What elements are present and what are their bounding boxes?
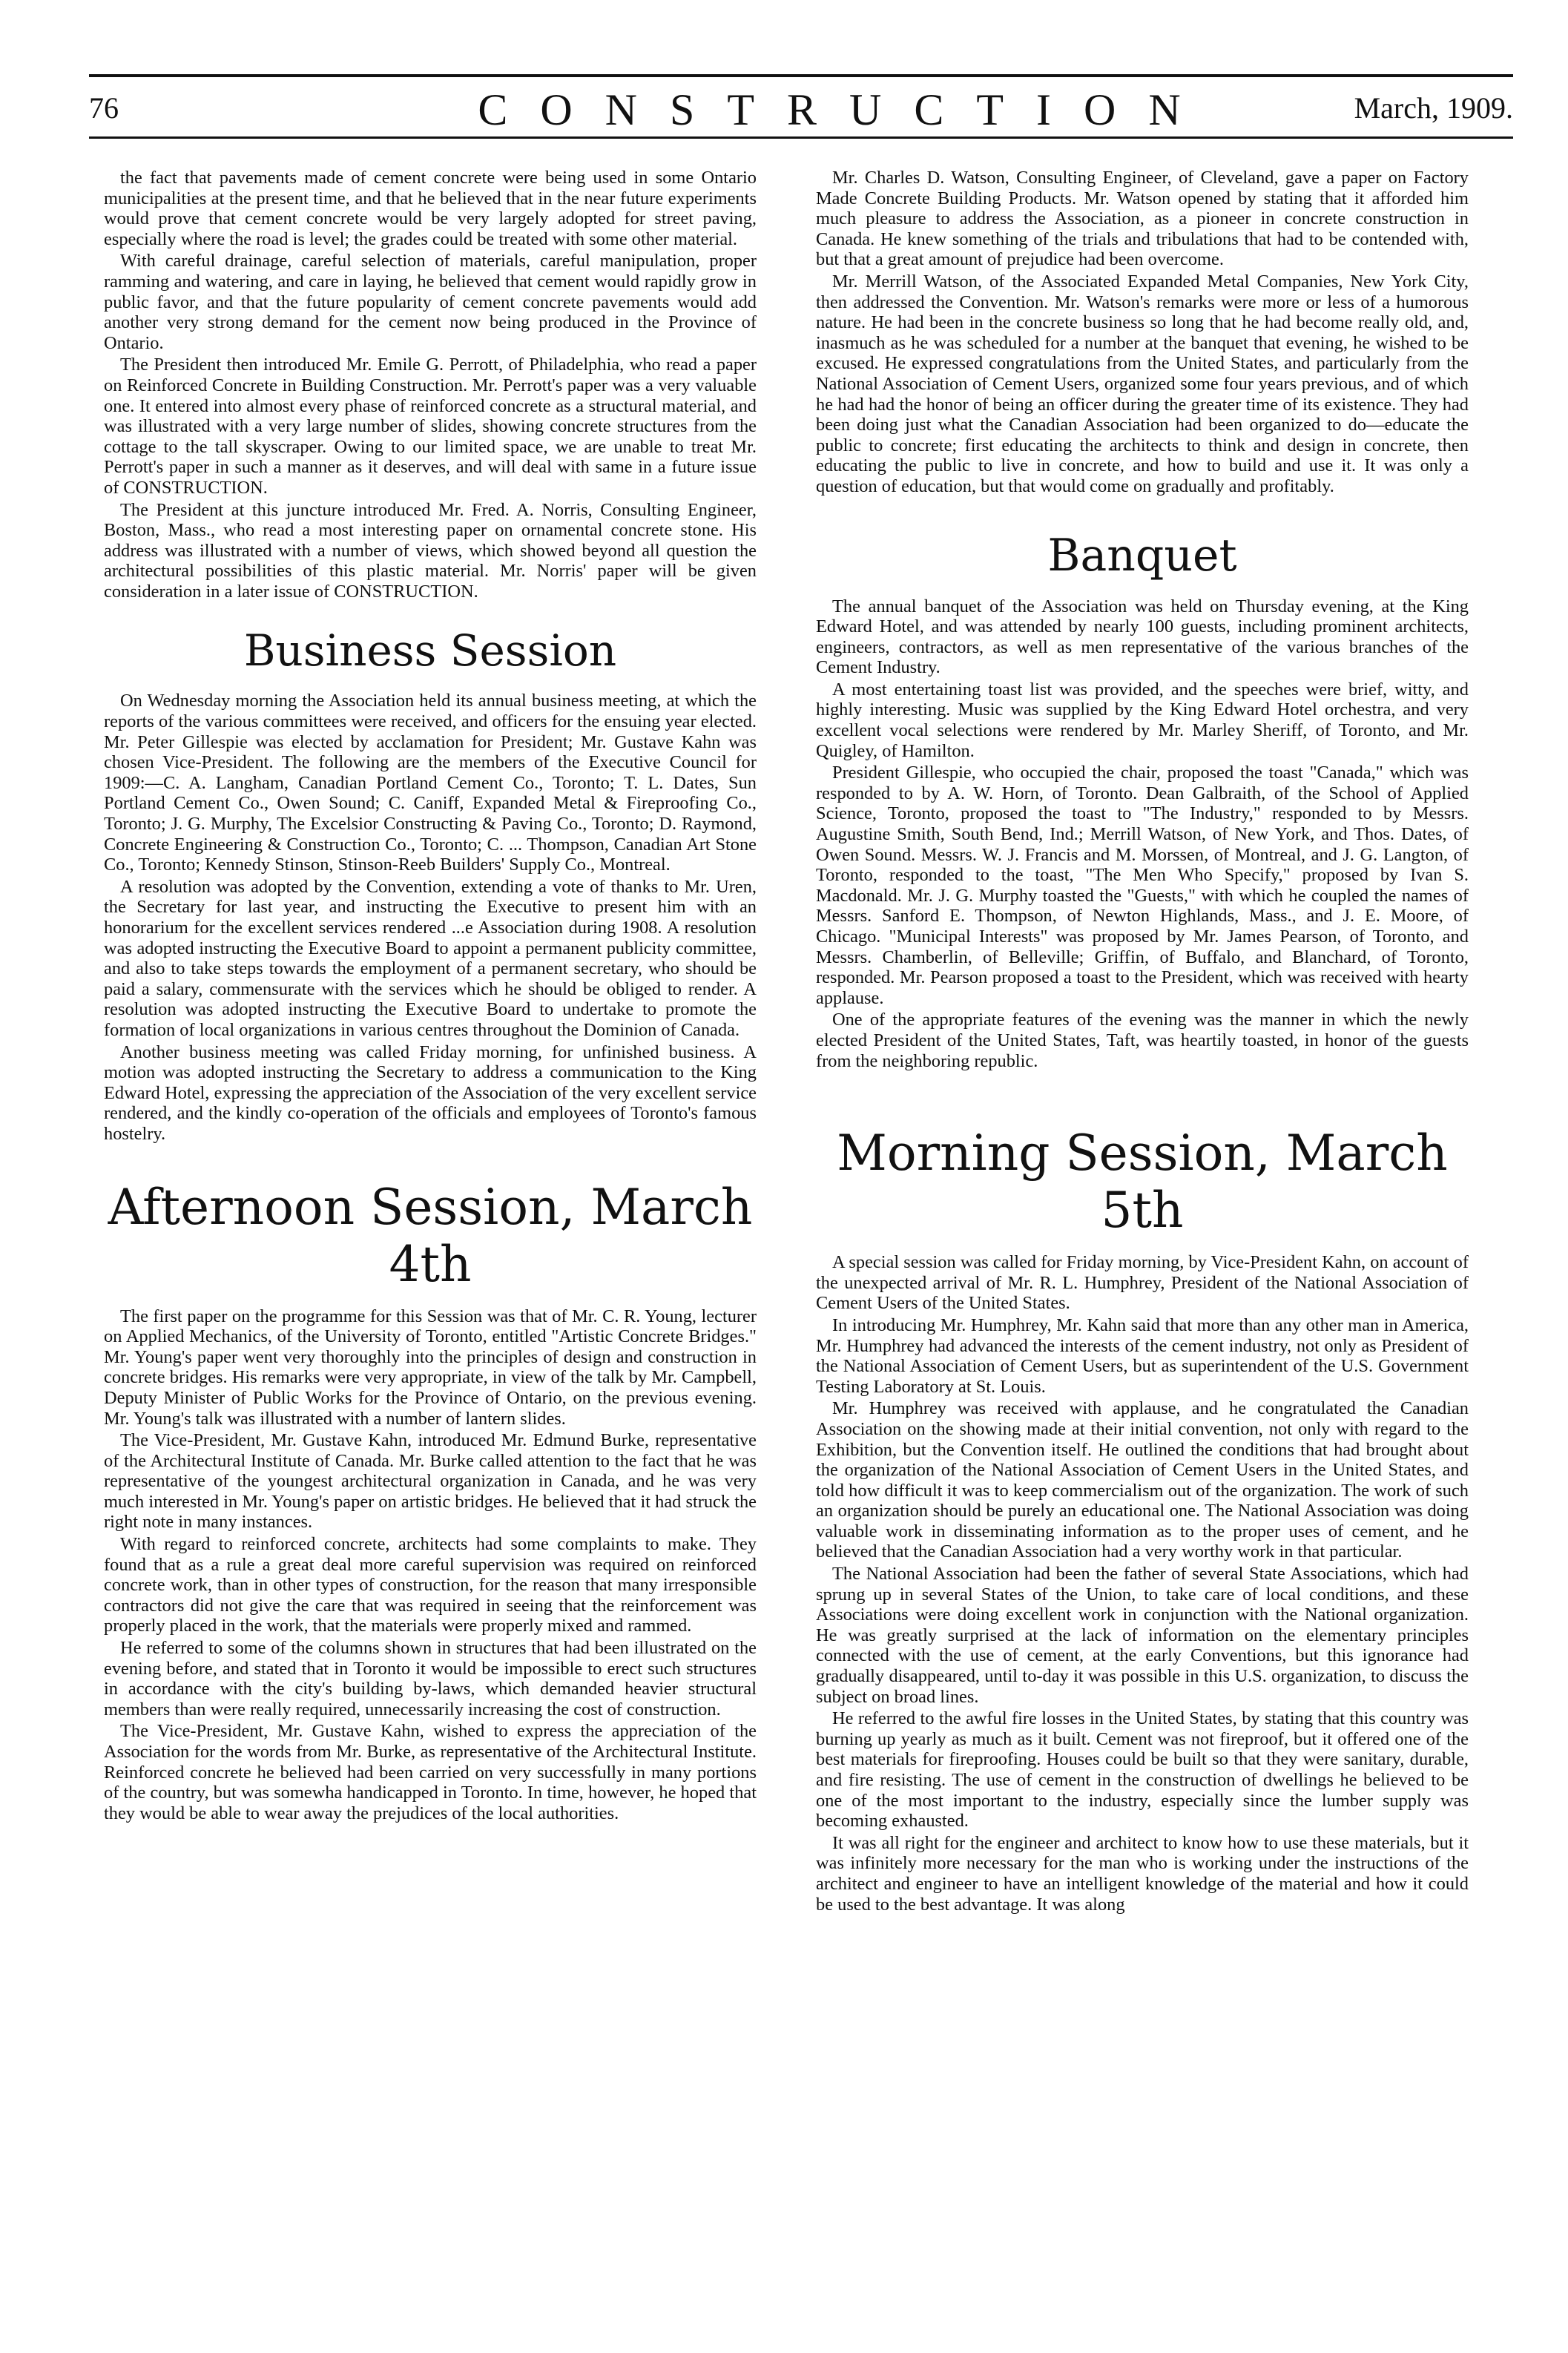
banquet-section (816, 596, 1469, 1072)
paragraph: A most entertaining toast list was provided, and the speeches were brief, witty, and highly interesting. Music was supplied by the King Edward Hotel orchestra, and very excellent vocal selections were rendered by Mr. Marley Sheriff, of Toronto, and Mr. Quigley, of Hamilton. (816, 679, 1469, 761)
right-column (816, 168, 1469, 1916)
paragraph: Another business meeting was called Friday morning, for unfinished business. A motion was adopted instructing the Secretary to address a communication to the King Edward Hotel, expressing the appreciation of the Association of the very excellent service rendered, and the kindly co-operation of the officials and employees of Toronto's famous hostelry. (104, 1041, 757, 1144)
paragraph: The Vice-President, Mr. Gustave Kahn, wished to express the appreciation of the Association for the words from Mr. Burke, as representative of the Architectural Institute. Reinforced concrete he believed had been carried on very successfully in many portions of the country, but was somewha handicapped in Toronto. In time, however, he hoped that they would be able to wear away the prejudices of the local authorities. (104, 1721, 757, 1823)
magazine-title: CONSTRUCTION (478, 85, 1213, 134)
paragraph: President Gillespie, who occupied the chair, proposed the toast "Canada," which was responded to by A. W. Horn, of Toronto. Dean Galbraith, of the School of Applied Science, Toronto, proposed the toast to "The Industry," responded to by Messrs. Augustine Smith, South Bend, Ind.; Merrill Watson, of New York, and Thos. Dates, of Owen Sound. Messrs. W. J. Francis and M. Morssen, of Montreal, and J. G. Langton, of Toronto, responded to the toast, "The Men Who Specify," proposed by Ivan S. Macdonald. Mr. J. G. Murphy toasted the "Guests," with which he coupled the names of Messrs. Sanford E. Thompson, of Newton Highlands, Mass., and J. E. Moore, of Chicago. "Municipal Interests" was proposed by Mr. James Pearson, of Toronto, and Messrs. Chamberlin, of Belleville; Griffin, of Buffalo, and Blanchard, of Toronto, responded. Mr. Pearson proposed a toast to the President, which was received with hearty applause. (816, 763, 1469, 1008)
paragraph: The National Association had been the father of several State Associations, which had sprung up in several States of the Union, to take care of local conditions, and these Associations were doing excellent work in conjunction with the National organization. He was greatly surprised at the lack of information on the elementary principles connected with the use of cement, at the early Conventions, but this ignorance had gradually disappeared, until to-day it was possible in this U.S. organization, to discuss the subject on broad lines. (816, 1564, 1469, 1707)
business-session-section (104, 691, 757, 1144)
afternoon-session-section (104, 1306, 757, 1824)
paragraph: With careful drainage, careful selection of materials, careful manipulation, proper ramming and watering, and care in laying, he believed that cement would rapidly grow in public favor, and that the future popularity of cement concrete pavements would add another very strong demand for the cement now being produced in the Province of Ontario. (104, 251, 757, 353)
paragraph: The Vice-President, Mr. Gustave Kahn, introduced Mr. Edmund Burke, representative of the Architectural Institute of Canada. Mr. Burke called attention to the fact that he was representative of the youngest architectural organization in Canada, and he was very much interested in Mr. Young's paper on artistic bridges. He believed that it had struck the right note in many instances. (104, 1430, 757, 1533)
page-number: 76 (89, 91, 119, 125)
paragraph: He referred to the awful fire losses in the United States, by stating that this country was burning up yearly as much as it built. Cement was not fireproof, but it offered one of the best materials for fireproofing. Houses could be built so that they were sanitary, durable, and fire resisting. The use of cement in the construction of dwellings he believed to be one of the most important to the industry, especially since the lumber supply was becoming exhausted. (816, 1708, 1469, 1832)
left-intro (104, 168, 757, 602)
paragraph: On Wednesday morning the Association held its annual business meeting, at which the reports of the various committees were received, and officers for the ensuing year elected. Mr. Peter Gillespie was elected by acclamation for President; Mr. Gustave Kahn was chosen Vice-President. The following are the members of the Executive Council for 1909:—C. A. Langham, Canadian Portland Cement Co., Toronto; T. L. Dates, Sun Portland Cement Co., Owen Sound; C. Caniff, Expanded Metal & Fireproofing Co., Toronto; J. G. Murphy, The Excelsior Constructing & Paving Co., Toronto; D. Raymond, Concrete Engineering & Construction Co., Toronto; C. ... Thompson, Canadian Art Stone Co., Toronto; Kennedy Stinson, Stinson-Reeb Builders' Supply Co., Montreal. (104, 691, 757, 875)
paragraph: The President at this juncture introduced Mr. Fred. A. Norris, Consulting Engineer, Boston, Mass., who read a most interesting paper on ornamental concrete stone. His address was illustrated with a number of views, which showed beyond all question the architectural possibilities of this plastic material. Mr. Norris' paper will be given consideration in a later issue of CONSTRUCTION. (104, 499, 757, 602)
paragraph: The first paper on the programme for this Session was that of Mr. C. R. Young, lecturer on Applied Mechanics, of the University of Toronto, entitled "Artistic Concrete Bridges." Mr. Young's paper went very thoroughly into the principles of design and construction in concrete bridges. His remarks were very appropriate, in view of the talk by Mr. Campbell, Deputy Minister of Public Works for the Province of Ontario, on the previous evening. Mr. Young's talk was illustrated with a number of lantern slides. (104, 1306, 757, 1429)
header-rule-bottom (89, 136, 1513, 139)
paragraph: It was all right for the engineer and architect to know how to use these materials, but it was infinitely more necessary for the man who is working under the instructions of the architect and engineer to have an intelligent knowledge of the material and how it could be used to the best advantage. It was along (816, 1832, 1469, 1915)
paragraph: A special session was called for Friday morning, by Vice-President Kahn, on account of the unexpected arrival of Mr. R. L. Humphrey, President of the National Association of Cement Users of the United States. (816, 1252, 1469, 1314)
paragraph: A resolution was adopted by the Convention, extending a vote of thanks to Mr. Uren, the Secretary for last year, and instructing the Executive to present him with an honorarium for the excellent services rendered ...e Association during 1908. A resolution was adopted instructing the Executive Board to appoint a permanent publicity committee, and also to take steps towards the employment of a permanent secretary, who should be paid a salary, commensurate with the services which he should be obliged to render. A resolution was adopted instructing the Executive Board to undertake to promote the formation of local organizations in various centres throughout the Dominion of Canada. (104, 876, 757, 1040)
paragraph: The annual banquet of the Association was held on Thursday evening, at the King Edward Hotel, and was attended by nearly 100 guests, including prominent architects, engineers, contractors, as well as men representative of the various branches of the Cement Industry. (816, 596, 1469, 678)
business-session-heading: Business Session (243, 625, 617, 677)
paragraph: the fact that pavements made of cement concrete were being used in some Ontario municipalities at the present time, and that he believed that in the near future experiments would prove that cement concrete would be very largely adopted for street paving, especially where the road is level; the grades could be treated with some other material. (104, 168, 757, 249)
afternoon-session-heading: Afternoon Session, March 4th (108, 1178, 753, 1293)
paragraph: Mr. Humphrey was received with applause, and he congratulated the Canadian Association on the showing made at their initial convention, not only with regard to the Exhibition, but the Convention itself. He outlined the conditions that had brought about the organization of the National Association of Cement Users in the United States, and told how difficult it was to keep commercialism out of the organization. The work of such an organization should be purely an educational one. The National Association was doing valuable work in disseminating information as to the proper uses of cement, and he believed that the Canadian Association had a very worthy work in that particular. (816, 1398, 1469, 1562)
page-header (89, 74, 1513, 141)
paragraph: One of the appropriate features of the evening was the manner in which the newly elected President of the United States, Taft, was heartily toasted, in honor of the guests from the neighboring republic. (816, 1010, 1469, 1071)
issue-date: March, 1909. (1354, 91, 1513, 125)
paragraph: In introducing Mr. Humphrey, Mr. Kahn said that more than any other man in America, Mr. Humphrey had advanced the interests of the cement industry, not only as President of the National Association of Cement Users, but as superintendent of the U.S. Government Testing Laboratory at St. Louis. (816, 1314, 1469, 1397)
paragraph: Mr. Merrill Watson, of the Associated Expanded Metal Companies, New York City, then addressed the Convention. Mr. Watson's remarks were more or less of a humorous nature. He had been in the concrete business so long that he had become really old, and, inasmuch as he was scheduled for a number at the banquet that evening, he wished to be excused. He expressed congratulations from the United States, and particularly from the National Association of Cement Users, organized some four years previous, and of which he had had the honor of being an officer during the greater time of its existence. They had been doing just what the Canadian Association had been organized to do—educate the public to concrete; first educating the architects to think and design in concrete, then educating the public to live in concrete, and how to build and use it. It was only a question of education, but that would come on gradually and profitably. (816, 271, 1469, 496)
header-rule-top (89, 74, 1513, 77)
left-column (104, 168, 757, 1825)
banquet-heading: Banquet (1047, 529, 1237, 582)
paragraph: With regard to reinforced concrete, architects had some complaints to make. They found that as a rule a great deal more careful supervision was required on reinforced concrete work, than in other types of construction, for the reason that many irresponsible contractors did not give the care that was required in seeing that the reinforcement was properly placed in the work, that the materials were properly mixed and rammed. (104, 1534, 757, 1636)
morning-session-section (816, 1252, 1469, 1915)
morning-session-heading: Morning Session, March 5th (837, 1125, 1448, 1240)
paragraph: The President then introduced Mr. Emile G. Perrott, of Philadelphia, who read a paper on Reinforced Concrete in Building Construction. Mr. Perrott's paper was a very valuable one. It entered into almost every phase of reinforced concrete as a structural material, and was illustrated with a very large number of slides, showing concrete structures from the cottage to the tall skyscraper. Owing to our limited space, we are unable to treat Mr. Perrott's paper in such a manner as it deserves, and will deal with same in a future issue of CONSTRUCTION. (104, 355, 757, 498)
paragraph: Mr. Charles D. Watson, Consulting Engineer, of Cleveland, gave a paper on Factory Made Concrete Building Products. Mr. Watson opened by stating that it afforded him much pleasure to address the Association, as a pioneer in concrete construction in Canada. He knew something of the trials and tribulations that had to be contended with, but that a great amount of prejudice had been overcome. (816, 168, 1469, 270)
paragraph: He referred to some of the columns shown in structures that had been illustrated on the evening before, and stated that in Toronto it would be impossible to erect such structures in accordance with the city's building by-laws, which demanded heavier structural members than were really required, unnecessarily increasing the cost of construction. (104, 1638, 757, 1720)
right-intro (816, 168, 1469, 497)
